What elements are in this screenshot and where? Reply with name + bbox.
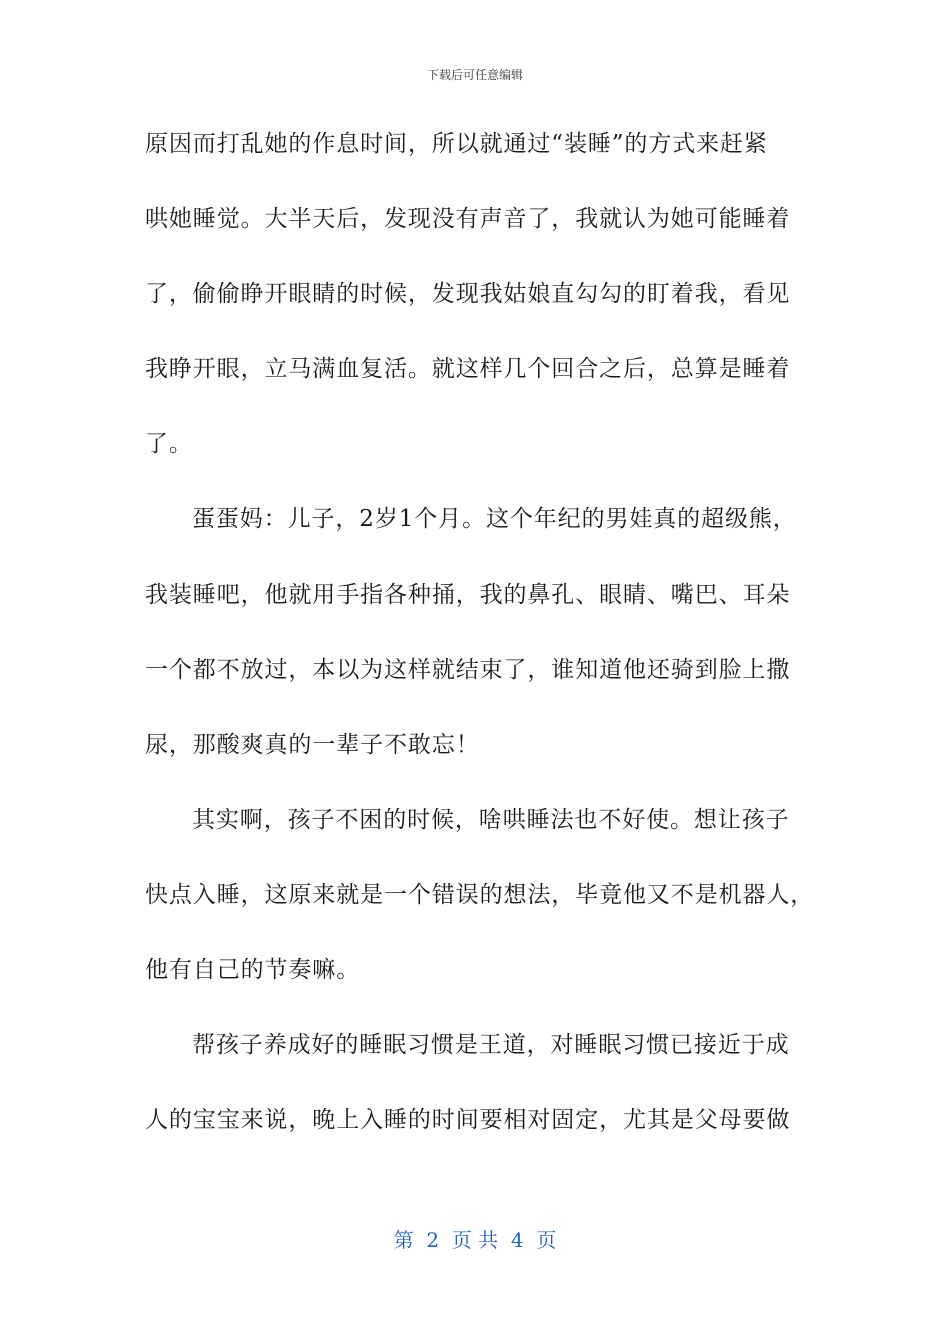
page-number-text: 第 2 页 共 4 页: [393, 1228, 557, 1252]
text-line: 哄她睡觉。大半天后，发现没有声音了，我就认为她可能睡着: [145, 206, 791, 233]
page-header: 下载后可任意编辑: [426, 68, 523, 82]
paragraph-first-line: 其实啊，孩子不困的时候，啥哄睡法也不好使。想让孩子: [192, 806, 790, 833]
text-line: 原因而打乱她的作息时间，所以就通过“装睡”的方式来赶紧: [145, 131, 768, 157]
text-line: 尿，那酸爽真的一辈子不敢忘！: [145, 731, 480, 758]
paragraph-first-line: 蛋蛋妈：儿子，2岁1个月。这个年纪的男娃真的超级熊，: [192, 506, 797, 533]
text-line: 我装睡吧，他就用手指各种捅，我的鼻孔、眼睛、嘴巴、耳朵: [145, 581, 791, 608]
text-line: 我睁开眼，立马满血复活。就这样几个回合之后，总算是睡着: [145, 356, 791, 383]
text-line: 他有自己的节奏嘛。: [145, 957, 361, 984]
text-line: 了。: [145, 431, 193, 458]
text-line: 一个都不放过，本以为这样就结束了，谁知道他还骑到脸上撒: [145, 656, 791, 683]
text-line: 人的宝宝来说，晚上入睡的时间要相对固定，尤其是父母要做: [145, 1107, 791, 1134]
paragraph-first-line: 帮孩子养成好的睡眠习惯是王道，对睡眠习惯已接近于成: [192, 1032, 790, 1059]
text-line: 了，偷偷睁开眼睛的时候，发现我姑娘直勾勾的盯着我，看见: [145, 281, 791, 308]
document-body: [145, 112, 815, 1163]
page-number-footer: [0, 1224, 950, 1253]
text-line: 快点入睡，这原来就是一个错误的想法，毕竟他又不是机器人，: [145, 881, 815, 908]
